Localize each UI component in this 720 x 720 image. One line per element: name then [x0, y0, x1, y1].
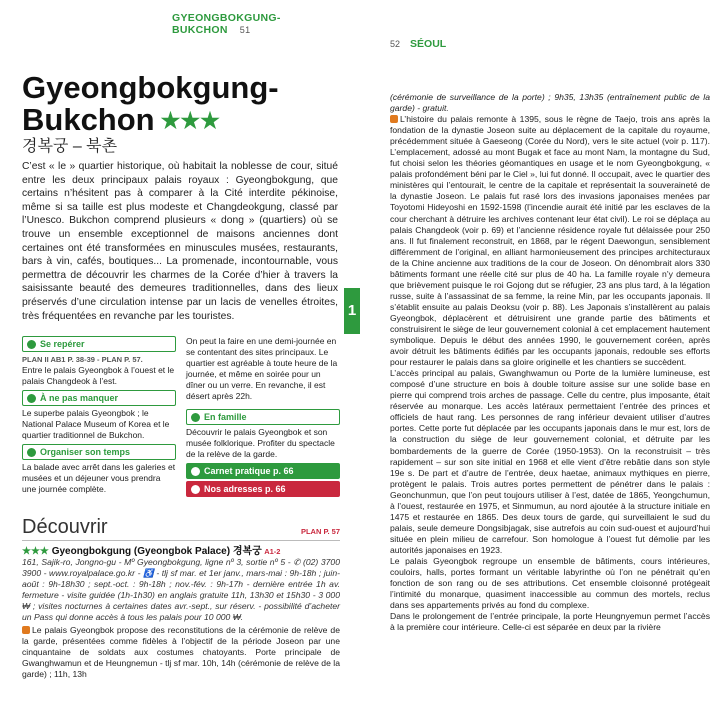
paragraph: L’accès principal au palais, Gwanghwamun ou Porte de la lumière lumineuse, est composé d’une structure en bois à double toiture assise sur une solide base en pierre qui comprend trois arches de passage. Celle du centre, plus imposante, était réservée au monarque. Les accès latéraux permettaient l’entrée des princes et officiels de haut rang. Les personnes de rang inférieur devaient utiliser d’autres portes. Cette porte fut déplacée par les occupants japonais dans le mur est, lors de la construction du siège de leur gouvernement colonial, et détruite par les bombardements de la guerre de Corée (1950-1953). On la reconstruisit – très rapidement – sur son site initial en 1968 et elle vient d’être rebâtie dans son style 19e s. De part et d’autre de l’entrée, deux haetae, animaux mythiques en pierre, protègent le palais. Trois autres portes permettent de pénétrer dans le palais : Geonchunmun, que l’on peut toujours utiliser à l’est, datée de 1865, Yeongchumun, à l’ouest, restaurée en 1975, et Sinmumun, au nord ajoutée à la structure initiale en 1475 et restaurée en 1865. Des deux tours de garde, qui surveillaient le sud du palais, seule demeure Dongsibjagak, sise autrefois au coin sud-ouest et aujourd’hui située en plein milieu de carrefour. Son homologue à l’ouest fut démolie par les autorités japonaises en 1923.	[390, 368, 710, 555]
left-page	[22, 0, 340, 720]
right-page	[360, 0, 710, 720]
section-heading	[22, 516, 340, 541]
pin-icon	[27, 340, 36, 349]
location-icon	[191, 485, 200, 494]
carnet-label: Carnet pratique p. 66	[204, 465, 294, 476]
running-head-title-right: SÉOUL	[410, 38, 447, 50]
attraction-entry	[22, 546, 340, 682]
entry-stars-icon: ★★★	[22, 546, 49, 557]
paragraph: Dans le prolongement de l’entrée principale, la porte Heungnyemun permet l’accès à la première cour intérieure. Celle-ci est séparée en deux par la rivière	[390, 611, 710, 633]
entry-korean: 경복궁	[232, 546, 262, 557]
page-number: 51	[239, 25, 251, 35]
entry-name: Gyeongbokgung (Gyeongbok Palace)	[51, 546, 231, 557]
running-head	[172, 12, 340, 36]
se-reperer-text: Entre le palais Gyeongbok à l’ouest et le palais Changdeok à l’est.	[22, 365, 175, 386]
decouvrir-plan-ref: PLAN P. 57	[300, 527, 340, 536]
page-title	[22, 72, 340, 137]
manquer-label: À ne pas manquer	[40, 392, 119, 403]
title-line1: Gyeongbokgung-	[22, 70, 279, 105]
a-ne-pas-manquer-tag	[22, 390, 176, 406]
se-reperer-tag	[22, 336, 176, 352]
page-number-right: 52	[390, 39, 401, 49]
body-column	[390, 92, 710, 633]
organiser-text: La balade avec arrêt dans les galeries et musées et un déjeuner vous prendra une journée complète.	[22, 462, 176, 494]
famille-text: Découvrir le palais Gyeongbok et son musée folklorique. Profiter du spectacle de la relève de la garde.	[186, 427, 335, 459]
info-icon	[191, 467, 200, 476]
running-head-title: GYEONGBOKGUNG-BUKCHON	[172, 12, 281, 36]
eye-icon	[27, 394, 36, 403]
plan-reference: PLAN II AB1 P. 38-39 - PLAN P. 57.	[22, 355, 143, 364]
organiser-label: Organiser son temps	[40, 446, 131, 457]
running-head-right	[390, 38, 446, 50]
star-rating-icon: ★★★	[160, 108, 220, 133]
famille-label: En famille	[204, 411, 247, 422]
organiser-tag	[22, 444, 176, 460]
adresses-label: Nos adresses p. 66	[204, 483, 286, 494]
chapter-tab: 1	[344, 288, 360, 334]
clock-icon	[27, 448, 36, 457]
manquer-text: Le superbe palais Gyeongbok ; le National Palace Museum of Korea et le quartier traditionnel de Bukchon.	[22, 408, 170, 440]
intro-paragraph: C’est « le » quartier historique, où habitait la noblesse de cour, situé entre les deux principaux palais royaux : Gyeongbokgung, que certains n’hésitent pas à comparer à la Cité interdite pékinoise, même si sa taille est plus modeste et Changdeokgung, classé par l’Unesco. Bukchon comprend plusieurs « dong » (quartiers) où se trouve un ensemble exceptionnel de maisons anciennes dont certaines ont été transformées en minuscules musées, restaurants, bars à vin, cafés, boutiques... La promenade, incontournable, vous permettra de découvrir les charmes de la Corée d’hier à travers la saisissante beauté des demeures traditionnelles, dans des lieux préservés d’une circulation intense par un lacis de venelles étroites, très fréquentées en revanche par les touristes.	[22, 161, 338, 322]
decouvrir-title: Découvrir	[22, 516, 108, 538]
family-icon	[390, 115, 398, 123]
title-line2: Bukchon	[22, 102, 155, 137]
nos-adresses-link[interactable]	[186, 481, 340, 497]
family-icon	[191, 413, 200, 422]
entry-description: Le palais Gyeongbok propose des reconstitutions de la cérémonie de relève de la garde, présentées comme fidèles à l’objectif de la période Joseon par une cinquantaine de soldats aux costumes chatoyants. Porte principale de Gwanghwamun et de Heungnemun - tlj sf mar. 10h, 14h (cérémonie de relève de la garde) ; 11h, 13h	[22, 625, 340, 679]
korean-title: 경복궁 – 북촌	[22, 138, 118, 155]
entry-grid-ref: A1-2	[264, 547, 281, 556]
entry-practical-info: 161, Sajik-ro, Jongno-gu - Mº Gyeongbokgung, ligne nº 3, sortie nº 5 - ✆ (02) 3700 3900 - www.royalpalace.go.kr - ♿ - tlj sf mar. et 1er janv., mars-mai : 9h-18h ; juin-août : 9h-18h30 ; sept.-oct. : 9h-18h ; nov.-fév. : 9h-17h - dernière entrée 1h av. fermeture - visite guidée (1h-1h30) en anglais gratuite 11h, 13h30 et 15h30 - 3 000 ₩ ; visites nocturnes à certaines dates avr.-sept., sur réserv. - possibilité d’acheter un Pass qui donne accès à tous les palais pour 10 000 ₩.	[22, 557, 340, 622]
se-reperer-label: Se repérer	[40, 338, 85, 349]
info-column-2	[186, 336, 340, 499]
paragraph: L’histoire du palais remonte à 1395, sous le règne de Taejo, trois ans après la fondation de la dynastie Joseon suite au déplacement de la capitale du royaume, précédemment située à Gaeseong (Corée du Nord), vers le site actuel (voir p. 117). L’emplacement, adossé au mont Bugak et face au mont Nam, la montagne du Sud, fut choisi selon les théories géomantiques en usage et le nom Gyeongbokgung, « palais profondément béni par le Ciel », lui fut donné. Il occupait, avec le quartier des ministères qui l’entourait, le centre de la capitale et représentait la souveraineté de la dynastie Joseon. Le palais fut rasé lors des invasions japonaises menées par Toyotomi Hideyoshi en 1592-1598 (l’incendie aurait été initié par les esclaves de la cour cherchant à détruire les archives contenant leur état civil). Le roi se déplaça au palais Changdeok (voir p. 69) et l’ancienne résidence royale fut délaissée pour 250 ans. Il fut finalement reconstruit, en 1868, par le régent Daewongun, sensiblement différemment de l’original, en alliant harmonieusement des principes architecturaux de la Chine ancienne aux traditions de la cour de Joseon. On dénombrait alors 330 bâtiments formant une réelle cité sur plus de 40 ha. La famille royale n’y demeura que brièvement puisque le roi Gojong dut se réfugier, 23 ans plus tard, à la légation russe, suite à l’assassinat de sa femme, la reine Min, par les occupants japonais. Il s’établit ensuite au palais Deoksu (voir p. 88). Les Japonais s’installèrent au palais Gyeongbok, déplacèrent et détruisirent une grande partie des bâtiments et construisirent le siège de leur gouvernement colonial à cet emplacement hautement symbolique. Depuis le début des années 1990, le gouvernement coréen, après avoir détruit les bâtiments édifiés par les occupants japonais, redouble ses efforts pour restaurer le palais dans sa gloire originelle et les chantiers se succèdent.	[390, 114, 710, 368]
paragraph: (cérémonie de surveillance de la porte) ; 9h35, 13h35 (entraînement public de la garde) - gratuit.	[390, 92, 710, 114]
carnet-pratique-link[interactable]	[186, 463, 340, 479]
en-famille-tag	[186, 409, 340, 425]
family-icon	[22, 626, 30, 634]
info-column-1	[22, 336, 176, 498]
organiser-text-cont: On peut la faire en une demi-journée en se contentant des sites principaux. Le quartier est agréable à toute heure de la journée, et même en soirée pour un dîner ou un verre. En revanche, il est désert après 22h.	[186, 336, 338, 401]
paragraph: Le palais Gyeongbok regroupe un ensemble de bâtiments, cours intérieures, couloirs, halls, portes formant un véritable labyrinthe où l’on ne pénétrait qu’en fonction de son rang ou de ses attributions. Cet ensemble cloisonné protégeait l’intimité du monarque, quasiment inaccessible au commun des mortels, reclus dans ses appartements privés au fond du complexe.	[390, 555, 710, 611]
